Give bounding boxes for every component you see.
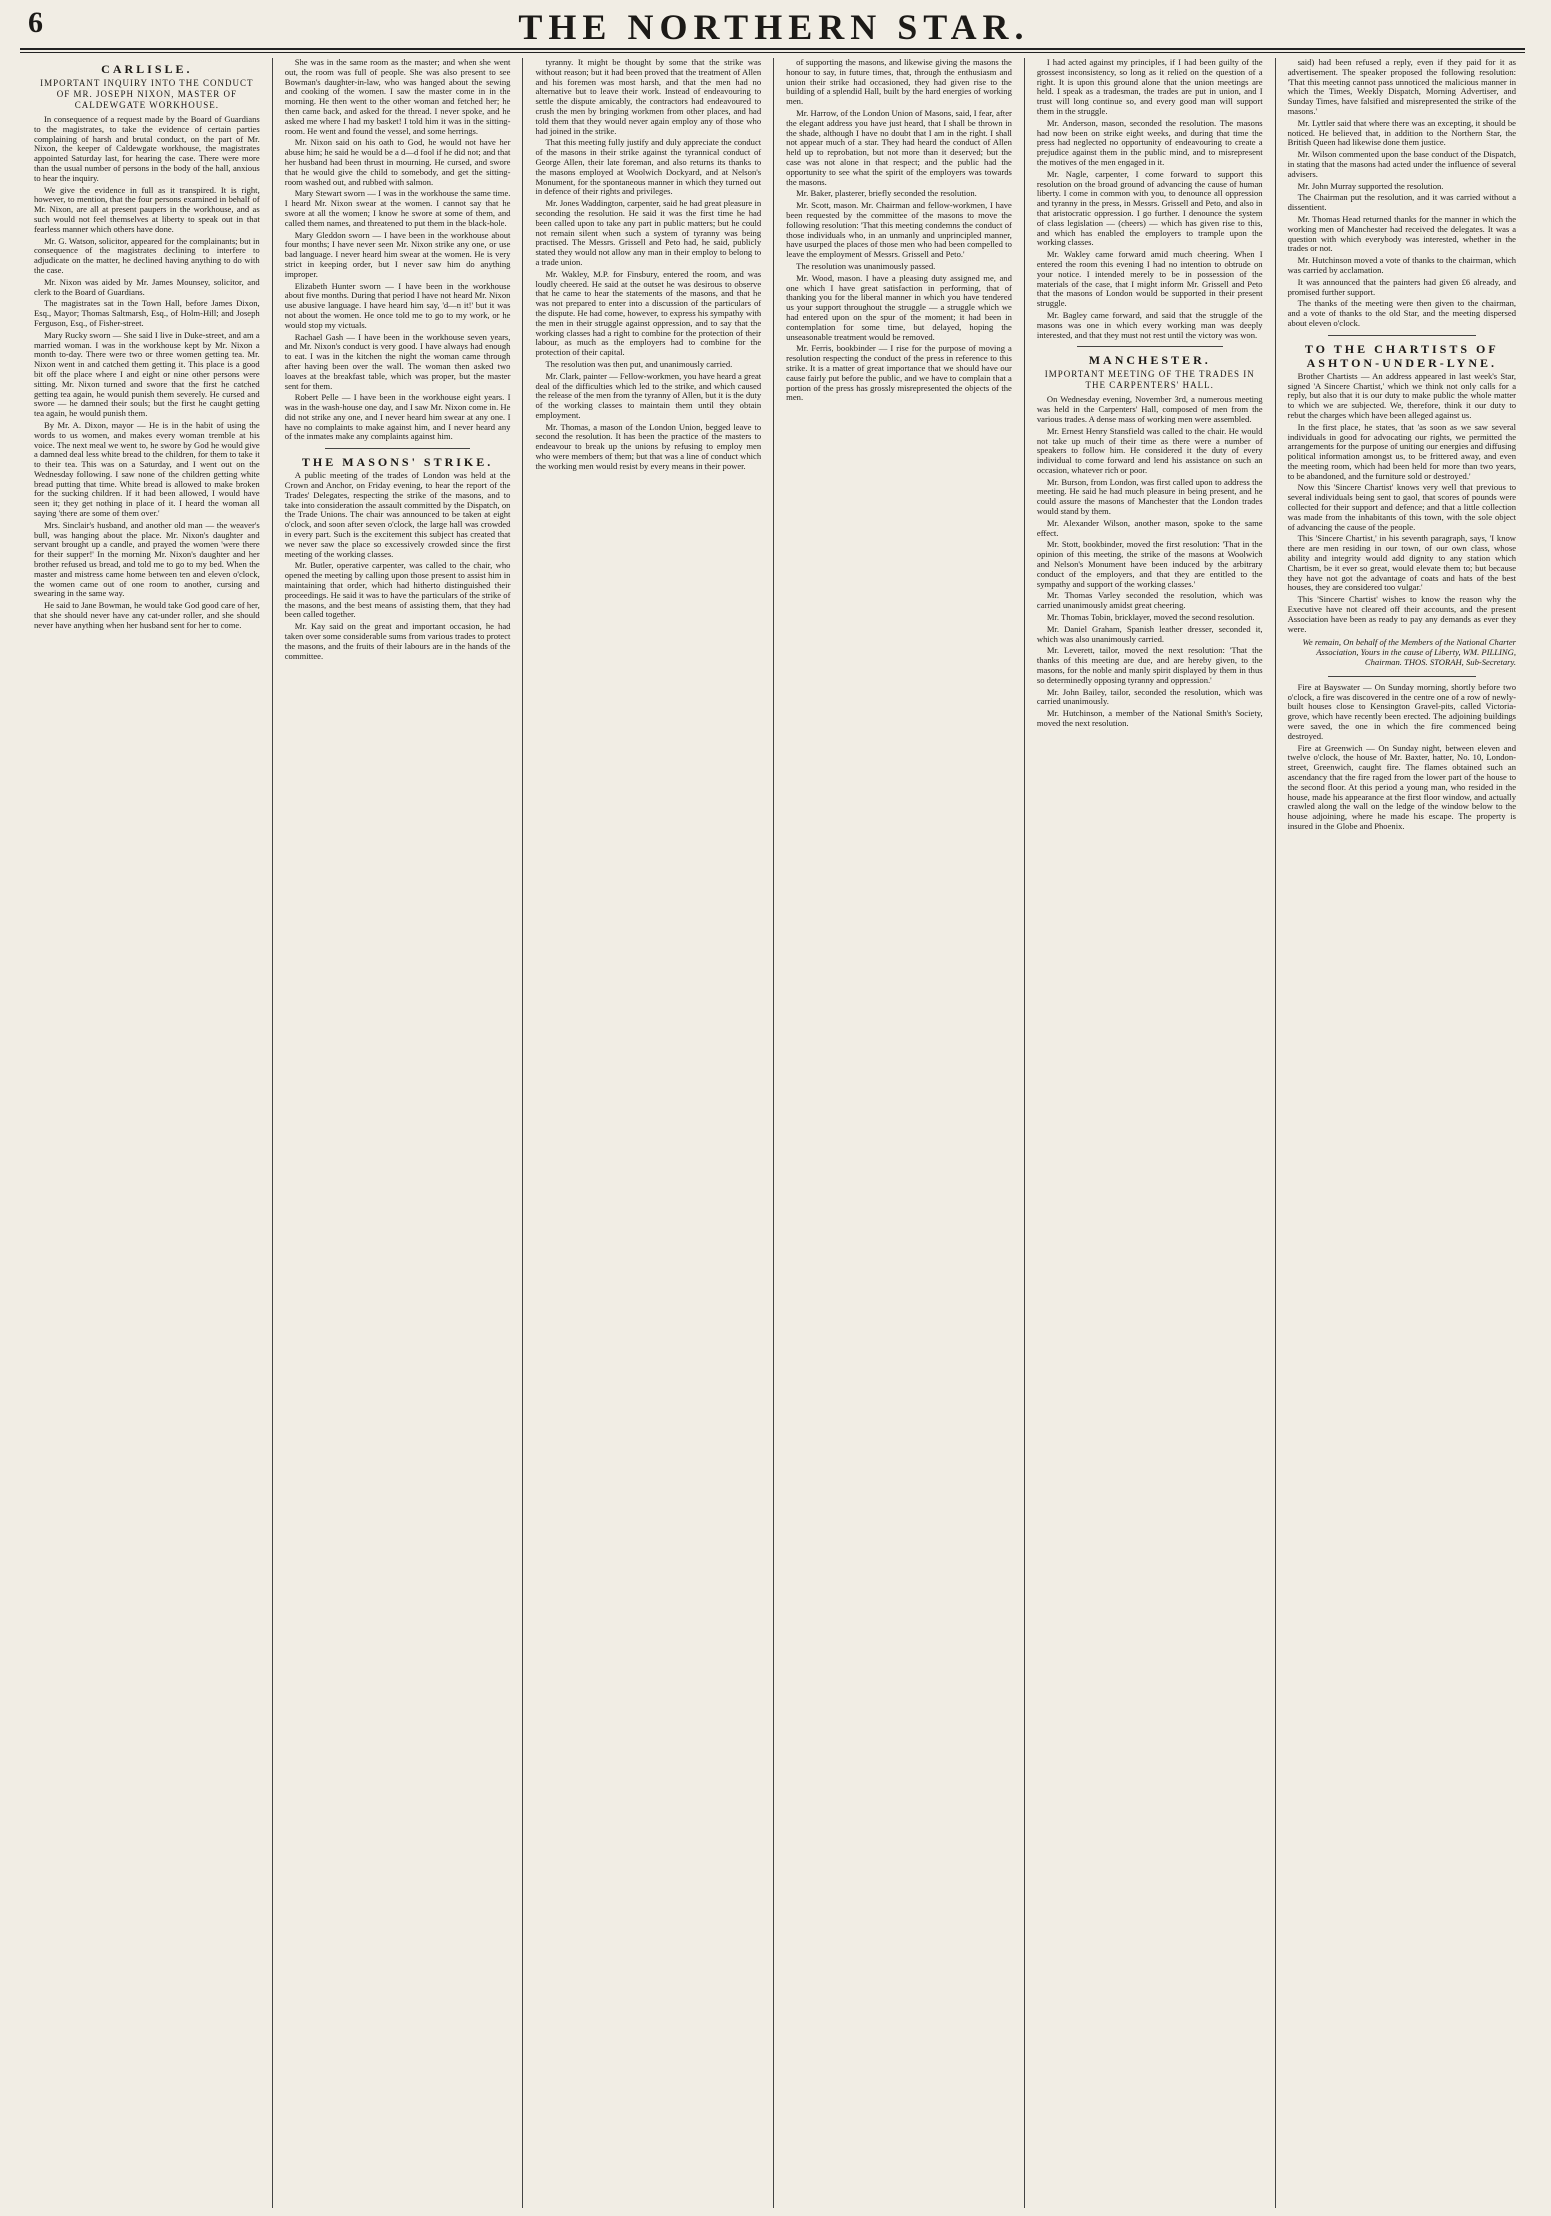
article-paragraph: Mary Rucky sworn — She said I live in Duke-street, and am a married woman. I was in the workhouse kept by Mr. Nixon a month to-day. There were two or three women getting tea. Mr. Nixon went in and catched them getting it. This place is a good bit off the place where I and eight or nine other persons were sitting. Mr. Nixon turned and swore that the first he catched getting tea again, he would punish them severely. He cursed and swore — he damned their souls; but the first he caught getting tea again, he would punish them. <box>34 329 260 419</box>
article-paragraph: Mr. Clark, painter — Fellow-workmen, you have heard a great deal of the difficulties which led to the strike, and which caused the release of the men from the tyranny of Allen, but it is the duty of the working classes to maintain them until they obtain employment. <box>535 370 762 420</box>
article-paragraph: The Chairman put the resolution, and it was carried without a dissentient. <box>1287 192 1517 213</box>
article-paragraph: Mr. Hutchinson moved a vote of thanks to the chairman, which was carried by acclamation. <box>1287 255 1517 275</box>
manchester-continued <box>1288 58 1516 329</box>
article-paragraph: Mr. Scott, mason. Mr. Chairman and fellow-workmen, I have been requested by the committee of the masons to move the following resolution: 'That this meeting condemns the conduct of those individuals who, in an unmanly and unprincipled manner, have usurped the places of those men who had been compelled to leave the employment of Messrs. Grissell and Peto.' <box>786 200 1012 260</box>
article-paragraph: Mr. Harrow, of the London Union of Masons, said, I fear, after the elegant address you have just heard, that I shall be thrown in the shade, although I have no doubt that I am in the right. I shall not appear much of a star. They had heard the conduct of Allen held up to reprobation, but not more than it deserved; but the case was not alone in that respect; and the public had the opportunity to see what the spirit of the employers was towards the masons. <box>786 107 1012 187</box>
article-paragraph: Mr. Ernest Henry Stansfield was called to the chair. He would not take up much of their time as there were a number of speakers to follow him. He considered it the duty of every individual to come forward and lend his assistance on such an occasion, whatever rich or poor. <box>1036 425 1263 475</box>
divider <box>1328 335 1476 336</box>
article-paragraph: Now this 'Sincere Chartist' knows very well that previous to several individuals being sent to gaol, that scores of pounds were collected for their support and defence; and that a little collection was made from the inhabitants of this town, with the sole object of advancing the cause of the people. <box>1287 482 1517 532</box>
article-paragraph: Mr. G. Watson, solicitor, appeared for the complainants; but in consequence of the magistrates declining to interfere to adjudicate on the matter, he declined having anything to do with the case. <box>34 235 260 275</box>
article-paragraph: Mr. Wilson commented upon the base conduct of the Dispatch, in stating that the masons had acted under the influence of several advisers. <box>1287 149 1517 179</box>
article-paragraph: Mr. Nixon said on his oath to God, he would not have her abuse him; he said he would be a d—d fool if he did not; and that her husband had been thrust in mourning. He cursed, and swore that he would give the child to somebody, and get the sitting-room washed out, and rubbed with salmon. <box>284 137 511 187</box>
article-paragraph: Mr. Nixon was aided by Mr. James Mounsey, solicitor, and clerk to the Board of Guardians. <box>34 276 260 297</box>
ashton-signoff <box>1288 638 1516 667</box>
divider <box>1077 346 1223 347</box>
article-paragraph: She was in the same room as the master; and when she went out, the room was full of people. She was also present to see Bowman's daughter-in-law, who was hanged about the sewing and cooking of the women. I saw the master come in in the morning. He then went to the other woman and fetched her; he then came back, and asked for the thread. I never spoke, and he asked me where I had my basket! I told him it was in the sitting-room. He went and found the vessel, and some herrings. <box>284 58 511 136</box>
article-paragraph: Mr. Thomas, a mason of the London Union, begged leave to second the resolution. It has been the practice of the masters to endeavour to break up the unions by refusing to employ men who were members of them; but that was a line of conduct which the working men would resist by every means in their power. <box>535 421 762 471</box>
masthead <box>24 6 1524 46</box>
article-paragraph: Robert Pelle — I have been in the workhouse eight years. I was in the wash-house one day, and I saw Mr. Nixon come in. He did not strike any one, and I never heard him swear at any one. I have no complaints to make against him, and I never heard any of the inmates make any complaints against him. <box>284 392 511 442</box>
article-paragraph: Mr. Wakley, M.P. for Finsbury, entered the room, and was loudly cheered. He said at the outset he was desirous to observe that he came to hear the statements of the masons, and that he was not prepared to enter into a discussion of the particulars of the dispute. He had come, however, to express his sympathy with the men in their struggle against oppression, and to say that the working classes had a right to combine for the protection of their labour, as much as the employers had to combine for the protection of their capital. <box>535 268 762 358</box>
article-paragraph: Mr. Anderson, mason, seconded the resolution. The masons had now been on strike eight weeks, and during that time the press had neglected no opportunity of endeavouring to create a prejudice against them in the public mind, and to misrepresent the motives of the men engaged in it. <box>1036 117 1263 167</box>
article-paragraph: Elizabeth Hunter sworn — I have been in the workhouse about five months. During that period I have not heard Mr. Nixon use abusive language. I have heard him say, 'd—n it!' but it was not about the women. He once told me to go to my work, or he would stop my victuals. <box>284 280 511 330</box>
article-paragraph: In consequence of a request made by the Board of Guardians to the magistrates, to take the evidence of certain parties complaining of harsh and brutal conduct, on the part of Mr. Nixon, the keeper of Caldewgate workhouse, the magistrates appointed Saturday last, for hearing the case. There were more than the usual number of persons in the body of the hall, anxious to hear the inquiry. <box>34 114 260 183</box>
column-1 <box>22 58 273 2208</box>
article-paragraph: In the first place, he states, that 'as soon as we saw several individuals in good for advocating our rights, we permitted the arrangements for the purpose of uniting our energies and diffusing political information amongst us, to be frittered away, and even the meeting room, which had been held for more than two years, to be abandoned, and the furniture sold or destroyed.' <box>1287 421 1517 481</box>
article-paragraph: Mr. Bagley came forward, and said that the struggle of the masons was one in which every working man was deeply interested, and that they must not rest until the victory was won. <box>1036 309 1263 340</box>
article-paragraph: Fire at Bayswater — On Sunday morning, shortly before two o'clock, a fire was discovered in the centre one of a row of newly-built houses close to Kensington Gravel-pits, called Victoria-grove, which have recently been erected. The adjoining buildings were saved, the one in which the fire commenced being destroyed. <box>1287 681 1517 741</box>
masons-third <box>786 58 1012 403</box>
masthead-rule <box>20 48 1525 53</box>
ashton-heading: TO THE CHARTISTS OF ASHTON-UNDER-LYNE. <box>1304 341 1499 370</box>
article-paragraph: Mr. Thomas Tobin, bricklayer, moved the second resolution. <box>1046 612 1255 623</box>
masons-strike-heading: THE MASONS' STRIKE. <box>301 455 494 470</box>
article-paragraph: tyranny. It might be thought by some that the strike was without reason; but it had been proved that the treatment of Allen and his foremen was most harsh, and that the men had no alternative but to leave their work. Instead of endeavouring to settle the dispute amicably, the contractors had endeavoured to crush the men by bringing workmen from other places, and had told them that they would never again employ any of those who had joined in the strike. <box>535 58 762 136</box>
article-paragraph: Mr. Kay said on the great and important occasion, he had taken over some considerable sums from various trades to protect the masons, and the fruits of their labours are in the hands of the committee. <box>284 621 511 661</box>
article-paragraph: The resolution was unanimously passed. <box>796 260 936 271</box>
article-paragraph: This 'Sincere Chartist' wishes to know the reason why the Executive have not cleared off their accounts, and the present Association have been as ready to pay any demands as ever they were. <box>1287 594 1517 634</box>
article-paragraph: Mr. Lyttler said that where there was an excepting, it should be noticed. He believed that, in addition to the Northern Star, the British Queen had likewise done them justice. <box>1287 117 1517 148</box>
carlisle-article <box>34 115 260 631</box>
article-paragraph: of supporting the masons, and likewise giving the masons the honour to say, in future times, that, through the enthusiasm and union their strike had occasioned, they had given rise to the building of a splendid Hall, built by the hard energies of working men. <box>786 58 1012 107</box>
article-paragraph: Mr. Burson, from London, was first called upon to address the meeting. He said he had much pleasure in being present, and he could assure the masons of Manchester that the London trades would stand by them. <box>1036 476 1263 517</box>
article-paragraph: The magistrates sat in the Town Hall, before James Dixon, Esq., Mayor; Thomas Saltmarsh, Esq., of Holm-Hill; and Joseph Ferguson, Esq., of Fisher-street. <box>34 298 260 328</box>
article-paragraph: On Wednesday evening, November 3rd, a numerous meeting was held in the Carpenters' Hall, composed of men from the various trades. A dense mass of working men were assembled. <box>1036 394 1263 424</box>
article-paragraph: Mr. Ferris, bookbinder — I rise for the purpose of moving a resolution respecting the conduct of the press in reference to this strike. It is a matter of great importance that we should have our cause fairly put before the public, and we have to complain that a portion of the press has grossly misrepresented the objects of the men. <box>786 343 1012 403</box>
article-paragraph: Mr. John Bailey, tailor, seconded the resolution, which was carried unanimously. <box>1036 686 1263 707</box>
article-paragraph: It was announced that the painters had given £6 already, and promised further support. <box>1287 276 1517 297</box>
newspaper-title: THE NORTHERN STAR. <box>518 7 1030 47</box>
article-paragraph: Mrs. Sinclair's husband, and another old man — the weaver's bull, was hanging about the place. Mr. Nixon's daughter and servant brought up a candle, and prayed the women 'were there for their supper!' In the morning Mr. Nixon's daughter and her brother refused us bread, and told me to go to my bed. When the master and mistress came home between ten and eleven o'clock, the women came out of one room to another, cursing and swearing in the same way. <box>34 519 260 599</box>
manchester-subheading: IMPORTANT MEETING OF THE TRADES IN THE CARPENTERS' HALL. <box>1044 369 1255 391</box>
article-paragraph: The resolution was then put, and unanimously carried. <box>545 358 733 369</box>
article-paragraph: This 'Sincere Chartist,' in his seventh paragraph, says, 'I know there are men residing in our town, of our own class, whose ability and integrity would add dignity to any station which Chartism, be it ever so great, would elevate them to; but because they have not got the advantage of coats and hats of the best houses, they are considered too vulgar.' <box>1287 533 1517 593</box>
article-paragraph: Mr. Leverett, tailor, moved the next resolution: 'That the thanks of this meeting are due, and are hereby given, to the masons, for the noble and manly spirit displayed by them in thus so determinedly opposing tyranny and oppression.' <box>1036 645 1263 685</box>
article-paragraph: Mr. Nagle, carpenter, I come forward to support this resolution on the broad ground of advancing the cause of human liberty. I come in common with you, to denounce all oppression and tyranny in the press, in Messrs. Grissell and Peto, and also in that aristocratic oppression. I go further. I denounce the system of class legislation — (cheers) — which has given rise to this, and which has enabled the employers to trample upon the working classes. <box>1036 168 1263 248</box>
article-paragraph: He said to Jane Bowman, he would take God good care of her, that she should never have any cat-under roller, and she should never have anything when her husband sent for her to come. <box>34 600 260 630</box>
article-paragraph: A public meeting of the trades of London was held at the Crown and Anchor, on Friday evening, to hear the report of the Trades' Delegates, respecting the strike of the masons, and to take into consideration the assault committed by the Dispatch, on the Trade Unions. The chair was announced to be taken at eight o'clock, and soon after seven o'clock, the large hall was crowded in every part. Such is the excitement this subject has created that we never saw the place so excessively crowded since the first meeting of the working classes. <box>284 470 511 559</box>
article-paragraph: Fire at Greenwich — On Sunday night, between eleven and twelve o'clock, the house of Mr. Baxter, hatter, No. 10, London-street, Greenwich, caught fire. The flames obtained such an ascendancy that the fire raged from the lower part of the house to the second floor. At this period a young man, who resided in the house, made his appearance at the first floor window, and actually crawled along the wall on the ledge of the window below to the house adjoining, where he made his escape. The property is insured in the Globe and Phoenix. <box>1287 742 1517 831</box>
article-paragraph: Mr. Baker, plasterer, briefly seconded the resolution. <box>796 188 977 199</box>
article-paragraph: Brother Chartists — An address appeared in last week's Star, signed 'A Sincere Chartist,' which we think not only calls for a reply, but also that it is our duty to make public the whole matter to which we are subjected. We, therefore, think it our duty to rebut the charges which have been alleged against us. <box>1287 370 1517 420</box>
ashton-article <box>1288 372 1516 635</box>
article-paragraph: We remain, On behalf of the Members of the National Charter Association, Yours in the cause of Liberty, WM. PILLING, Chairman. THOS. STORAH, Sub-Secretary. <box>1302 637 1517 668</box>
manchester-heading: MANCHESTER. <box>1088 353 1211 368</box>
column-4 <box>774 58 1025 2208</box>
column-2 <box>273 58 524 2208</box>
article-paragraph: Mary Gleddon sworn — I have been in the workhouse about four months; I have never seen Mr. Nixon strike any one, or use bad language. I never heard him swear at the women. He is very strict in keeping order, but I never saw him do anything improper. <box>284 229 511 279</box>
masons-strike-article <box>285 471 511 661</box>
article-paragraph: Mary Stewart sworn — I was in the workhouse the same time. I heard Mr. Nixon swear at the women. I cannot say that he swore at all the women; I know he swore at some of them, and called them names, and threatened to put them in the black-hole. <box>284 188 511 228</box>
article-paragraph: Mr. Jones Waddington, carpenter, said he had great pleasure in seconding the resolution. He said it was the first time he had been called upon to take any part in public matters; but he could not remain silent when such a system of tyranny was being practised. The Messrs. Grissell and Peto had, he said, publicly stated they would not allow any man in their employ to belong to a trade union. <box>535 198 762 267</box>
article-paragraph: That this meeting fully justify and duly appreciate the conduct of the masons in their strike against the tyrannical conduct of George Allen, their late foreman, and also returns its thanks to the masons employed at Woolwich Dockyard, and at Nelson's Monument, for the spontaneous manner in which they turned out in defence of their rights and privileges. <box>535 137 762 197</box>
article-paragraph: I had acted against my principles, if I had been guilty of the grossest inconsistency, so long as it relied on the question of a right. It is upon this ground alone that the union meetings are held. I speak as a tradesman, the trades are put in union, and I trust will long continue so, and every good man will support them in the struggle. <box>1036 58 1263 116</box>
article-paragraph: Mr. Thomas Head returned thanks for the manner in which the working men of Manchester had received the delegates. It was a question with which everybody was interested, whether in the trades or not. <box>1287 213 1517 254</box>
article-paragraph: Mr. Daniel Graham, Spanish leather dresser, seconded it, which was also unanimously carried. <box>1036 623 1263 644</box>
masons-continued <box>535 58 761 472</box>
masons-fourth <box>1037 58 1263 340</box>
fire-reports <box>1288 683 1516 832</box>
article-paragraph: By Mr. A. Dixon, mayor — He is in the habit of using the words to us women, and makes every woman tremble at his voice. The next meal we went to, he swore by God he would give a damned deal less white bread to the children, for them to take it to their tea. This was on a Saturday, and I went out on the Wednesday following. I saw none of the children getting white bread putting that time. White bread is allowed to make broken for the sucking children. If it had been allowed, I would have seen it; they get nothing in place of it. I heard the woman all saying 'there are some of them over.' <box>34 419 260 519</box>
carlisle-heading: CARLISLE. <box>101 62 193 76</box>
column-3 <box>523 58 774 2208</box>
article-paragraph: Mr. Hutchinson, a member of the National Smith's Society, moved the next resolution. <box>1036 708 1263 729</box>
carlisle-continued <box>285 58 511 442</box>
column-6 <box>1276 58 1528 2208</box>
column-5 <box>1025 58 1276 2208</box>
newspaper-columns <box>22 58 1528 2208</box>
article-paragraph: Mr. Wood, mason. I have a pleasing duty assigned me, and one which I have great satisfaction in performing, that of thanking you for the liberal manner in which you have tendered us your support throughout the struggle — a struggle which we had entered upon on the spur of the moment; it had been in contemplation for some time, but delayed, hoping the unseasonable treatment would be removed. <box>786 272 1012 342</box>
article-paragraph: Mr. Alexander Wilson, another mason, spoke to the same effect. <box>1036 517 1263 538</box>
article-paragraph: We give the evidence in full as it transpired. It is right, however, to mention, that the four persons examined in behalf of Mr. Nixon, are all at present paupers in the workhouse, and as such would not feel themselves at liberty to speak out in that fearless manner which others have done. <box>34 184 260 234</box>
divider <box>325 448 471 449</box>
page-number: 6 <box>28 6 43 39</box>
article-paragraph: said) had been refused a reply, even if they paid for it as advertisement. The speaker proposed the following resolution: 'That this meeting cannot pass unnoticed the malicious manner in which the Times, Weekly Dispatch, Morning Advertiser, and Sunday Times, have falsified and misrepresented the strike of the masons.' <box>1287 58 1517 116</box>
article-paragraph: Rachael Gash — I have been in the workhouse seven years, and Mr. Nixon's conduct is very good. I have always had enough to eat. I was in the kitchen the night the woman came through after having been over the wall. The woman then asked two loaves at the breakfast table, which was proper, but the master sent for them. <box>284 331 511 391</box>
carlisle-subheading: IMPORTANT INQUIRY INTO THE CONDUCT OF MR. JOSEPH NIXON, MASTER OF CALDEWGATE WORKHOUSE. <box>40 78 254 110</box>
manchester-article <box>1037 395 1263 729</box>
article-paragraph: Mr. Wakley came forward amid much cheering. When I entered the room this evening I had no intention to obtrude on your notice. I intended merely to be in possession of the materials of the case, that I might inform Mr. Grissell and Peto that the masons of London would be supported in their present struggle. <box>1036 249 1263 309</box>
article-paragraph: Mr. Butler, operative carpenter, was called to the chair, who opened the meeting by calling upon those present to assist him in maintaining that order, which had hitherto distinguished their proceedings. He said it was to have the particulars of the strike of the masons, and the best means of assisting them, that they had been called together. <box>284 560 511 620</box>
article-paragraph: Mr. Stott, bookbinder, moved the first resolution: 'That in the opinion of this meeting, the strike of the masons at Woolwich and Nelson's Monument have been induced by the arbitrary conduct of the employers, and that they are entitled to the sympathy and support of the working classes.' <box>1036 539 1263 589</box>
article-paragraph: The thanks of the meeting were then given to the chairman, and a vote of thanks to the old Star, and the meeting dispersed about eleven o'clock. <box>1287 298 1517 328</box>
article-paragraph: Mr. Thomas Varley seconded the resolution, which was carried unanimously amidst great cheering. <box>1036 590 1263 611</box>
article-paragraph: Mr. John Murray supported the resolution. <box>1297 180 1444 191</box>
divider <box>1328 676 1476 677</box>
